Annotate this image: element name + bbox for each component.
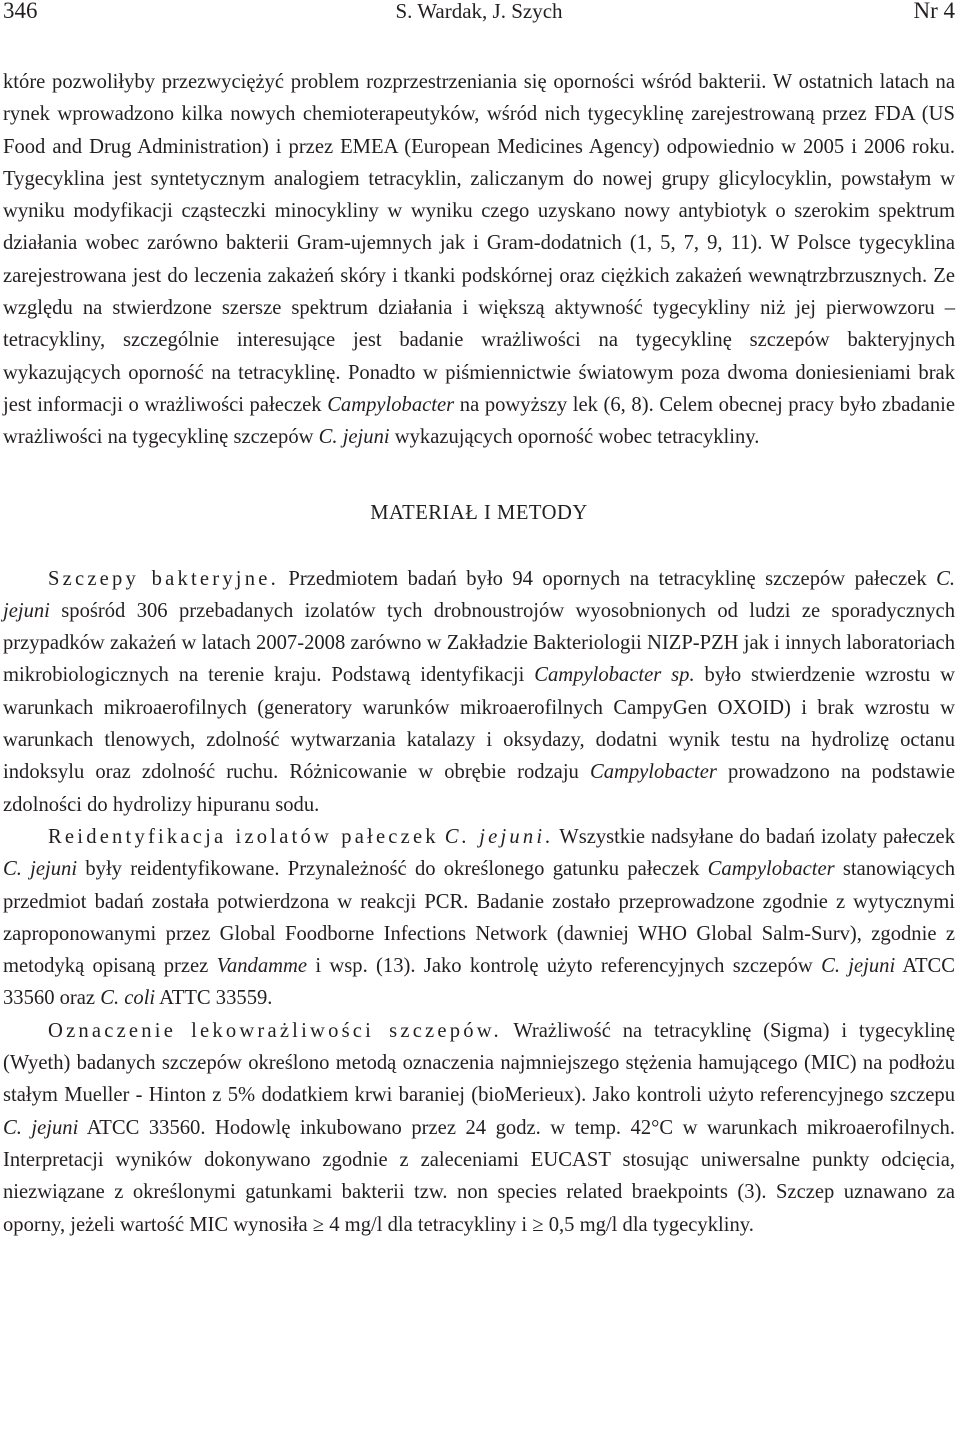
running-authors: S. Wardak, J. Szych (395, 0, 563, 23)
paragraph-label: Szczepy bakteryjne. (48, 567, 279, 590)
paragraph-label: Reidentyfikacja izolatów pałeczek (48, 825, 439, 848)
article-body (3, 66, 955, 1241)
paragraph-bacterial-strains: Szczepy bakteryjne. Przedmiotem badań było 94 opornych na tetracyklinę szczepów pałeczek C. jejuni spośród 306 przebadanych izolatów tych drobnoustrojów wyosobnionych od ludzi ze sporadycznych przypadków zakażeń w latach 2007-2008 zarówno w Zakładzie Bakteriologii NIZP-PZH jak i innych laboratoriach mikrobiologicznych na terenie kraju. Podstawą identyfikacji Campylobacter sp. było stwierdzenie wzrostu w warunkach mikroaerofilnych (generatory warunków mikroaerofilnych CampyGen OXOID) i brak wzrostu w warunkach tlenowych, zdolność wytwarzania katalazy i oksydazy, dodatni wynik testu na hydrolizę octanu indoksylu oraz zdolność ruchu. Różnicowanie w obrębie rodzaju Campylobacter prowadzono na podstawie zdolności do hydrolizy hipuranu sodu. (3, 567, 955, 816)
issue-number: Nr 4 (913, 0, 955, 23)
paragraph-label: Oznaczenie lekowrażliwości szczepów. (48, 1019, 502, 1042)
page-number: 346 (3, 0, 38, 23)
intro-paragraph: które pozwoliłyby przezwyciężyć problem rozprzestrzeniania się oporności wśród bakterii. W ostatnich latach na rynek wprowadzono kilka nowych chemioterapeutyków, wśród nich tygecyklinę zarejestrowaną przez FDA (US Food and Drug Administration) i przez EMEA (European Medicines Agency) odpowiednio w 2005 i 2006 roku. Tygecyklina jest syntetycznym analogiem tetracyklin, zaliczanym do nowej grupy glicylocyklin, powstałym w wyniku modyfikacji cząsteczki minocykliny w wyniku czego uzyskano nowy antybiotyk o szerokim spektrum działania wobec zarówno bakterii Gram-ujemnych jak i Gram-dodatnich (1, 5, 7, 9, 11). W Polsce tygecyklina zarejestrowana jest do leczenia zakażeń skóry i tkanki podskórnej oraz ciężkich zakażeń wewnątrzbrzusznych. Ze względu na stwierdzone szersze spektrum działania i większą aktywność tygecykliny niż jej pierwowzoru – tetracykliny, szczególnie interesujące jest badanie wrażliwości na tygecyklinę szczepów bakteryjnych wykazujących oporność na tetracyklinę. Ponadto w piśmiennictwie światowym poza dwoma doniesieniami brak jest informacji o wrażliwości pałeczek Campylobacter na powyższy lek (6, 8). Celem obecnej pracy było zbadanie wrażliwości na tygecyklinę szczepów C. jejuni wykazujących oporność wobec tetracykliny. (3, 71, 956, 449)
running-header (3, 0, 955, 30)
paragraph-susceptibility: Oznaczenie lekowrażliwości szczepów. Wrażliwość na tetracyklinę (Sigma) i tygecyklinę (Wyeth) badanych szczepów określono metodą oznaczenia najmniejszego stężenia hamującego (MIC) na podłożu stałym Mueller - Hinton z 5% dodatkiem krwi baraniej (bioMerieux). Jako kontroli użyto referencyjnego szczepu C. jejuni ATCC 33560. Hodowlę inkubowano przez 24 godz. w temp. 42°C w warunkach mikroaerofilnych. Interpretacji wyników dokonywano zgodnie z zaleceniami EUCAST stosując uniwersalne punkty odcięcia, niezwiązane z określonymi gatunkami bakterii tzw. non species related braekpoints (3). Szczep uznawano za oporny, jeżeli wartość MIC wynosiła ≥ 4 mg/l dla tetracykliny i ≥ 0,5 mg/l dla tygecykliny. (3, 1019, 955, 1236)
paragraph-reidentification: Reidentyfikacja izolatów pałeczek C. jejuni. Wszystkie nadsyłane do badań izolaty pałeczek C. jejuni były reidentyfikowane. Przynależność do określonego gatunku pałeczek Campylobacter stanowiących przedmiot badań została potwierdzona w reakcji PCR. Badanie zostało przeprowadzone zgodnie z wytycznymi zaproponowanymi przez Global Foodborne Infections Network (dawniej WHO Global Salm-Surv), zgodnie z metodyką opisaną przez Vandamme i wsp. (13). Jako kontrolę użyto referencyjnych szczepów C. jejuni ATCC 33560 oraz C. coli ATTC 33559. (3, 825, 956, 1010)
page (3, 0, 955, 1241)
section-heading: MATERIAŁ I METODY (370, 501, 588, 524)
